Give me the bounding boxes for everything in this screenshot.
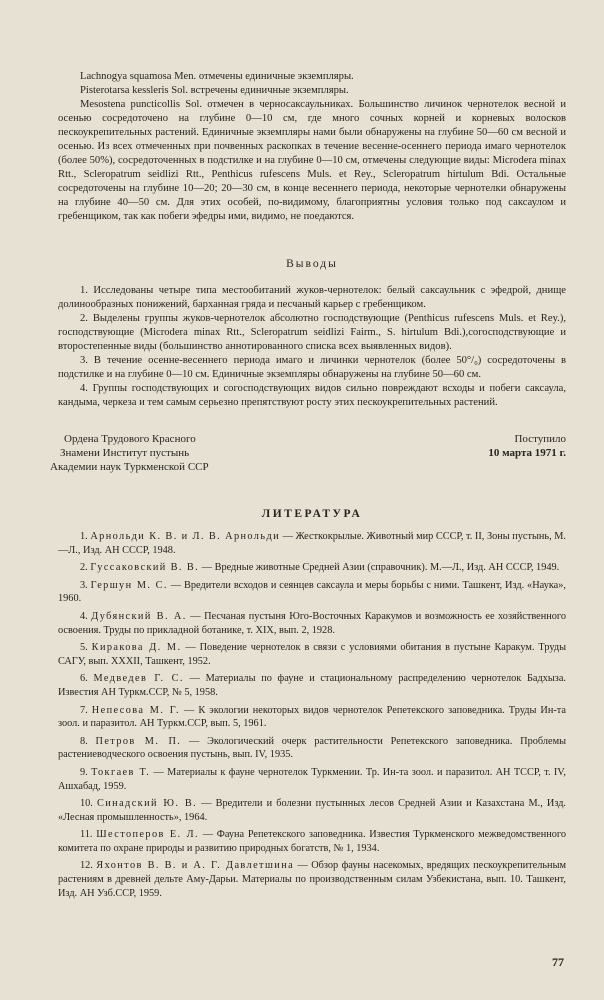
reference-authors: Яхонтов В. В. и А. Г. Давлетшина (96, 860, 295, 872)
page-number: 77 (552, 955, 564, 969)
reference-item (58, 735, 566, 762)
reference-number: 2. (80, 562, 88, 574)
reference-text: — Жесткокрылые. Животный мир СССР, т. II, Зоны пустынь, М.—Л., Изд. АН СССР, 1948. (58, 531, 567, 556)
institution-line: Ордена Трудового Красного (64, 433, 196, 445)
reference-number: 3. (80, 579, 88, 591)
reference-number: 1. (80, 531, 88, 542)
reference-authors: Шестоперов Е. Л. (96, 829, 199, 841)
reference-item (58, 672, 566, 699)
reference-text: — Вредные животные Средней Азии (справочник). М.—Л., Изд. АН СССР, 1949. (199, 562, 560, 574)
reference-authors: Арнольди К. В. и Л. В. Арнольди (90, 531, 280, 542)
reference-item (58, 530, 566, 557)
reference-authors: Дубянский В. А. (91, 610, 187, 622)
reference-text: — Обзор фауны насекомых, вредящих пескоукрепительным растениям в древней дельте Аму-Дарьи. Материалы по производственным силам Узбекистана, вып. 10. Ташкент, Изд. АН Узб.ССР, 1959. (58, 860, 566, 899)
reference-authors: Медведев Г. С. (93, 673, 184, 685)
reference-item (58, 610, 566, 637)
reference-number: 12. (80, 860, 93, 872)
reference-number: 5. (80, 642, 88, 654)
reference-authors: Гуссаковский В. В. (90, 562, 200, 574)
reference-number: 4. (80, 610, 88, 622)
literature-heading: ЛИТЕРАТУРА (261, 508, 363, 520)
reference-authors: Киракова Д. М. (91, 642, 182, 654)
reference-item (58, 704, 566, 731)
reference-authors: Токгаев Т. (91, 766, 151, 778)
conclusions-heading: Выводы (286, 258, 338, 270)
received-label: Поступило (514, 433, 566, 445)
reference-text: — Песчаная пустыня Юго-Восточных Каракумов и возможность ее хозяйственного освоения. Труды по прикладной ботанике, т. XIX, вып. 2, 1928. (58, 610, 566, 636)
reference-item (58, 579, 566, 606)
reference-number: 10. (80, 798, 93, 810)
institution-line: Академии наук Туркменской ССР (50, 461, 209, 473)
reference-item (58, 859, 566, 900)
species-note-pisterotarsa: Pisterotarsa kessleris Sol. встречены единичные экземпляры. (80, 85, 349, 96)
species-note-mesostena: Mesostena puncticollis Sol. отмечен в черносаксаульниках. Большинство личинок чернотелок весной и осенью сосредоточено на глубине 0—10 см, где много сочных корней и корневых волосков пескоукрепительных растений. Единичные экземпляры нами были обнаружены на глубине 50—60 см весной и осенью. Из всех отмеченных при почвенных раскопках в течение весенне-осеннего периода имаго чернотелок (более 50%), сосредоточенных в подстилке и на глубине 0—10 см, отмечены следующие виды: Microdera minax Rtt., Scleropatrum seidlizi Rtt., Penthicus rufescens Muls. et Rey., Scleropatrum hirtulum Bdi. Остальные сосредоточены на глубине 10—20; 20—30 см, в конце весеннего периода, некоторые чернотелки обнаружены на глубине 40—50 см. Для этих особей, по-видимому, благоприятны условия только под саксаулом и гребенщиком, так как побеги эфедры ими, видимо, не поедаются. (58, 99, 566, 222)
reference-text: — Фауна Репетекского заповедника. Известия Туркменского межведомственного комитета по охране природы и развитию природных богатств, № 1, 1934. (58, 829, 566, 854)
reference-item (58, 766, 566, 793)
reference-text: — Экологический очерк растительности Репетекского заповедника. Проблемы растениеводческого освоения пустынь, вып. IV, 1935. (58, 735, 567, 761)
reference-authors: Непесова М. Г. (91, 704, 180, 716)
reference-item (58, 828, 566, 855)
reference-text: — Вредители всходов и сеянцев саксаула и меры борьбы с ними. Ташкент, Изд. «Наука», 1960. (58, 579, 566, 605)
reference-authors: Петров М. П. (95, 735, 182, 747)
reference-authors: Гершун М. С. (90, 579, 168, 591)
reference-number: 11. (80, 829, 93, 841)
reference-text: — К экологии некоторых видов чернотелок Репетекского заповедника. Труды Ин-та зоол. и паразитол. АН Туркм.ССР, вып. 5, 1961. (58, 704, 566, 730)
reference-number: 9. (80, 766, 88, 778)
institution (50, 432, 308, 474)
reference-text: — Поведение чернотелок в связи с условиями обитания в пустыне Каракум. Труды САГУ, вып. XXXII, Ташкент, 1952. (58, 642, 567, 667)
reference-number: 7. (80, 704, 88, 716)
institution-line: Знамени Институт пустынь (60, 447, 190, 459)
received-date-value: 10 марта 1971 г. (488, 447, 566, 459)
reference-number: 8. (80, 735, 88, 747)
conclusion-item: 2. Выделены группы жуков-чернотелок абсолютно господствующие (Penthicus rufescens Muls. et Rey.), господствующие (Microdera minax Rtt., Scleropatrum seidlizi Fairm., S. hirtulum Bdi.),согосподствующие и второстепенные виды (большинство аннотированного списка всех выявленных видов). (58, 313, 566, 352)
affiliation-block (50, 432, 566, 474)
reference-number: 6. (80, 673, 88, 685)
conclusion-item: 1. Исследованы четыре типа местообитаний жуков-чернотелок: белый саксаульник с эфедрой, днище долинообразных понижений, барханная гряда и песчаный карьер с гребенщиком. (58, 285, 566, 310)
conclusion-item: 4. Группы господствующих и согосподствующих видов сильно повреждают всходы и побеги саксаула, кандыма, черкеза и тем самым серьезно препятствуют росту этих пескоукрепительных растений. (58, 383, 566, 408)
reference-item (58, 561, 566, 575)
received-date (446, 432, 566, 474)
reference-authors: Синадский Ю. В. (97, 798, 198, 810)
species-note-lachnogya: Lachnogya squamosa Men. отмечены единичные экземпляры. (80, 71, 354, 82)
reference-text: — Вредители и болезни пустынных лесов Средней Азии и Казахстана М., Изд. «Лесная промышленность», 1964. (58, 798, 567, 823)
conclusion-item: 3. В течение осенне-весеннего периода имаго и личинки чернотелок (более 50°/₀) сосредоточены в подстилке и на глубине 0—10 см. Единичные экземпляры обнаружены на глубине 50—60 см. (58, 355, 566, 380)
reference-item (58, 641, 566, 668)
reference-list (58, 530, 566, 900)
reference-item (58, 797, 566, 824)
reference-text: — Материалы к фауне чернотелок Туркмении. Тр. Ин-та зоол. и паразитол. АН ТССР, т. IV, Ашхабад, 1959. (58, 766, 566, 792)
reference-text: — Материалы по фауне и стациональному распределению чернотелок Бадхыза. Известия АН Туркм.ССР, № 5, 1958. (58, 673, 567, 698)
